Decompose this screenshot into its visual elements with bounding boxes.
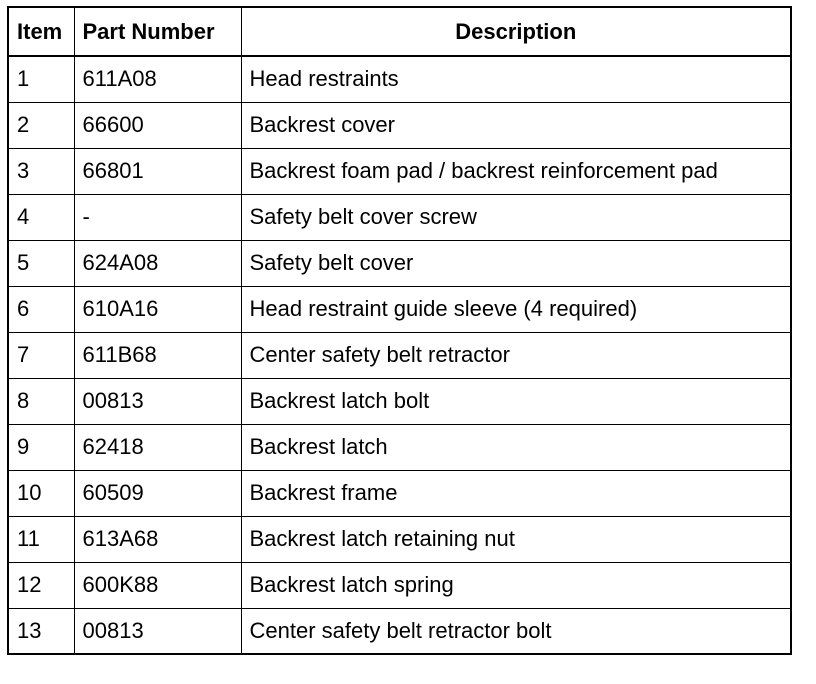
cell-description: Backrest latch spring [241, 562, 791, 608]
cell-part-number: 62418 [74, 424, 241, 470]
cell-part-number: 60509 [74, 470, 241, 516]
column-header-description: Description [241, 7, 791, 56]
cell-item: 11 [8, 516, 74, 562]
table-row [8, 378, 791, 424]
table-row [8, 56, 791, 102]
cell-item: 2 [8, 102, 74, 148]
cell-part-number: 00813 [74, 378, 241, 424]
cell-item: 9 [8, 424, 74, 470]
cell-item: 13 [8, 608, 74, 654]
column-header-item: Item [8, 7, 74, 56]
table-row [8, 240, 791, 286]
cell-description: Backrest cover [241, 102, 791, 148]
table-row [8, 332, 791, 378]
table-row [8, 424, 791, 470]
table-row [8, 470, 791, 516]
cell-part-number: 624A08 [74, 240, 241, 286]
cell-item: 10 [8, 470, 74, 516]
table-row [8, 102, 791, 148]
cell-part-number: 66600 [74, 102, 241, 148]
cell-item: 12 [8, 562, 74, 608]
cell-description: Head restraints [241, 56, 791, 102]
cell-part-number: 600K88 [74, 562, 241, 608]
cell-part-number: 610A16 [74, 286, 241, 332]
cell-description: Head restraint guide sleeve (4 required) [241, 286, 791, 332]
table-row [8, 194, 791, 240]
cell-description: Backrest latch bolt [241, 378, 791, 424]
cell-part-number: - [74, 194, 241, 240]
cell-item: 3 [8, 148, 74, 194]
cell-part-number: 611B68 [74, 332, 241, 378]
cell-description: Backrest foam pad / backrest reinforcement pad [241, 148, 791, 194]
cell-part-number: 613A68 [74, 516, 241, 562]
cell-description: Safety belt cover screw [241, 194, 791, 240]
table-row [8, 608, 791, 654]
cell-part-number: 00813 [74, 608, 241, 654]
cell-item: 5 [8, 240, 74, 286]
cell-description: Center safety belt retractor bolt [241, 608, 791, 654]
cell-item: 7 [8, 332, 74, 378]
cell-part-number: 66801 [74, 148, 241, 194]
cell-description: Backrest latch retaining nut [241, 516, 791, 562]
table-row [8, 286, 791, 332]
cell-item: 8 [8, 378, 74, 424]
cell-item: 4 [8, 194, 74, 240]
table-body [8, 56, 791, 654]
cell-item: 1 [8, 56, 74, 102]
parts-table [7, 6, 792, 655]
cell-description: Backrest latch [241, 424, 791, 470]
column-header-part-number: Part Number [74, 7, 241, 56]
table-row [8, 148, 791, 194]
table-header-row [8, 7, 791, 56]
cell-part-number: 611A08 [74, 56, 241, 102]
cell-description: Safety belt cover [241, 240, 791, 286]
cell-description: Backrest frame [241, 470, 791, 516]
table-row [8, 516, 791, 562]
cell-description: Center safety belt retractor [241, 332, 791, 378]
cell-item: 6 [8, 286, 74, 332]
table-row [8, 562, 791, 608]
